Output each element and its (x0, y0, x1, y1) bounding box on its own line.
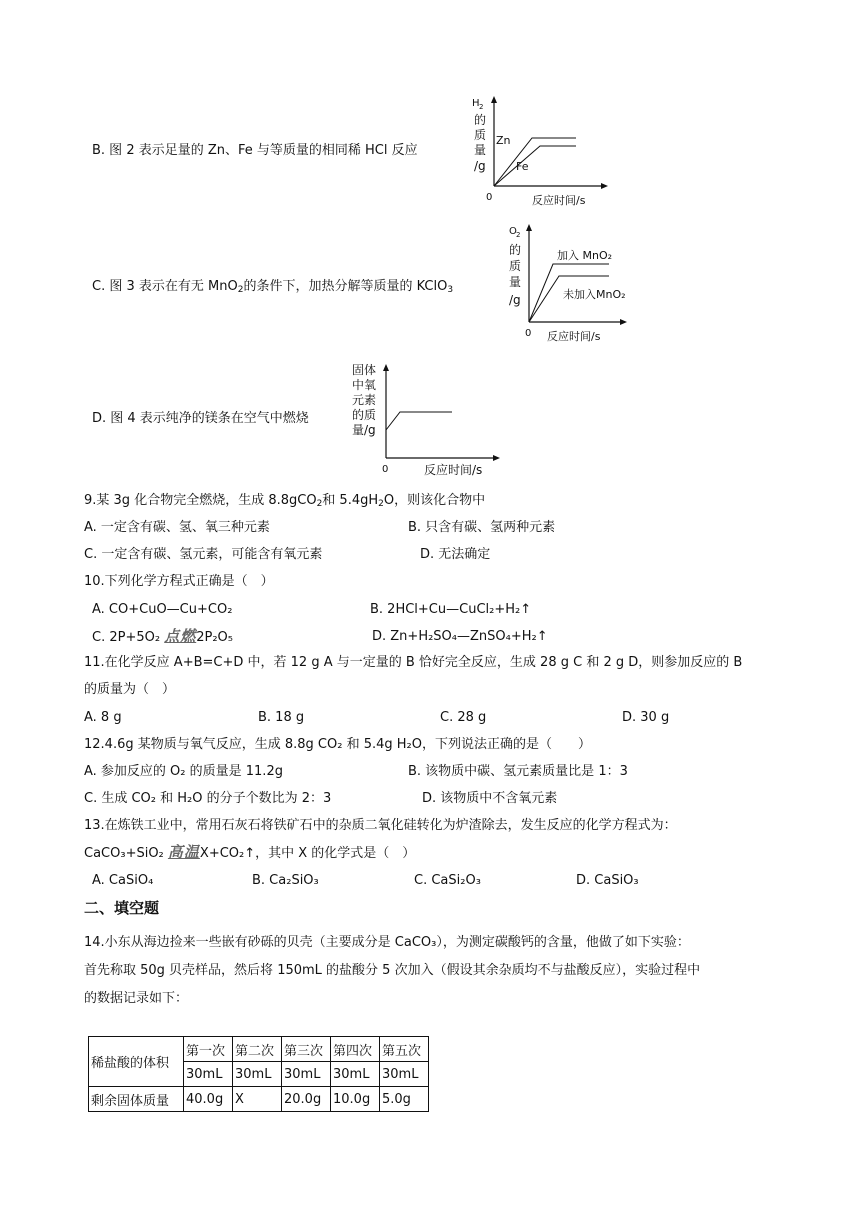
table-cell: 第四次 (331, 1037, 380, 1062)
graph3-xlabel: 反应时间/s (547, 330, 601, 343)
table-cell: 30mL (380, 1062, 429, 1087)
q14-line2: 首先称取 50g 贝壳样品，然后将 150mL 的盐酸分 5 次加入（假设其余杂质均不与盐酸反应），实验过程中 (84, 963, 701, 978)
q11-option-c: C. 28 g (440, 710, 487, 725)
graph2-ylabel: 的质量/g (474, 113, 487, 173)
q10-option-d: D. Zn+H₂SO₄—ZnSO₄+H₂↑ (372, 629, 548, 644)
q9-option-d: D. 无法确定 (420, 547, 491, 562)
table-cell: 30mL (233, 1062, 282, 1087)
table-cell: X (233, 1087, 282, 1112)
graph4-xlabel: 反应时间/s (424, 463, 483, 477)
q13-stem-line2: CaCO₃+SiO₂ 高温X+CO₂↑，其中 X 的化学式是（ ） (84, 843, 416, 861)
graph3-ylabel: 的质量/g (509, 243, 522, 307)
table-cell: 5.0g (380, 1087, 429, 1112)
q11-option-b: B. 18 g (258, 710, 305, 725)
figure-2-graph (470, 94, 610, 214)
table-cell: 30mL (282, 1062, 331, 1087)
q13-option-a: A. CaSiO₄ (92, 873, 154, 888)
q9-option-c: C. 一定含有碳、氢元素，可能含有氧元素 (84, 547, 323, 562)
condition-high-temp: 高温 (167, 843, 200, 861)
table-row (89, 1037, 429, 1062)
graph2-ylabel-sub: 2 (479, 103, 484, 111)
table-row-header: 稀盐酸的体积 (89, 1037, 184, 1087)
graph2-fe-label: Fe (516, 160, 529, 173)
table-row-header: 剩余固体质量 (89, 1087, 184, 1112)
q11-stem-line2: 的质量为（ ） (84, 682, 176, 697)
figure-3-graph (505, 222, 645, 350)
graph2-origin: 0 (486, 192, 493, 203)
table-cell: 20.0g (282, 1087, 331, 1112)
q14-line3: 的数据记录如下： (84, 991, 189, 1006)
table-cell: 30mL (331, 1062, 380, 1087)
q12-option-c: C. 生成 CO₂ 和 H₂O 的分子个数比为 2：3 (84, 791, 332, 806)
table-cell: 30mL (184, 1062, 233, 1087)
q9-option-b: B. 只含有碳、氢两种元素 (408, 520, 556, 535)
q11-stem-line1: 11.在化学反应 A+B=C+D 中，若 12 g A 与一定量的 B 恰好完全反应，生成 28 g C 和 2 g D，则参加反应的 B (84, 655, 743, 670)
graph2-zn-label: Zn (496, 134, 511, 147)
table-cell: 第五次 (380, 1037, 429, 1062)
q12-option-a: A. 参加反应的 O₂ 的质量是 11.2g (84, 764, 283, 779)
q13-option-c: C. CaSi₂O₃ (414, 873, 481, 888)
q11-option-d: D. 30 g (622, 710, 670, 725)
figure-4-graph (348, 362, 508, 482)
q12-option-b: B. 该物质中碳、氢元素质量比是 1：3 (408, 764, 628, 779)
section-heading: 二、填空题 (84, 899, 160, 917)
graph3-line2-label: 未加入MnO₂ (563, 288, 626, 301)
q14-line1: 14.小东从海边捡来一些嵌有砂砾的贝壳（主要成分是 CaCO₃），为测定碳酸钙的含量，他做了如下实验： (84, 935, 690, 950)
table-cell: 第三次 (282, 1037, 331, 1062)
table-cell: 第一次 (184, 1037, 233, 1062)
q10-option-b: B. 2HCl+Cu—CuCl₂+H₂↑ (370, 602, 532, 617)
graph2-ylabel-h: H (472, 98, 480, 109)
table-cell: 10.0g (331, 1087, 380, 1112)
graph4-origin: 0 (382, 464, 389, 475)
graph3-origin: 0 (525, 328, 532, 339)
q13-option-d: D. CaSiO₃ (576, 873, 639, 888)
graph3-line1-label: 加入 MnO₂ (557, 249, 613, 262)
q13-option-b: B. Ca₂SiO₃ (252, 873, 319, 888)
condition-ignite: 点燃 (164, 627, 197, 645)
q12-option-d: D. 该物质中不含氧元素 (422, 791, 558, 806)
q8-option-d: D. 图 4 表示纯净的镁条在空气中燃烧 (92, 411, 309, 426)
q11-option-a: A. 8 g (84, 710, 122, 725)
data-table (88, 1036, 429, 1112)
graph4-ylabel: 固体中氧元素的质量/g (352, 363, 377, 437)
q10-stem: 10.下列化学方程式正确是（ ） (84, 574, 274, 589)
q8-option-b: B. 图 2 表示足量的 Zn、Fe 与等质量的相同稀 HCl 反应 (92, 143, 418, 158)
q10-option-c: C. 2P+5O₂ 点燃2P₂O₅ (92, 627, 233, 645)
table-cell: 40.0g (184, 1087, 233, 1112)
q13-stem-line1: 13.在炼铁工业中，常用石灰石将铁矿石中的杂质二氧化硅转化为炉渣除去，发生反应的化学方程式为： (84, 818, 677, 833)
q12-stem: 12.4.6g 某物质与氧气反应，生成 8.8g CO₂ 和 5.4g H₂O，下列说法正确的是（ ） (84, 737, 591, 752)
graph3-ylabel-o: O (509, 226, 517, 237)
q9-option-a: A. 一定含有碳、氢、氧三种元素 (84, 520, 270, 535)
q8-option-c: C. 图 3 表示在有无 MnO$_2$的条件下，加热分解等质量的 KClO$_3$ (92, 279, 454, 295)
q9-stem: 9.某 3g 化合物完全燃烧，生成 8.8gCO$_2$和 $5.4gH_2O$，则该化合物中 (84, 493, 486, 509)
table-cell: 第二次 (233, 1037, 282, 1062)
q10-option-a: A. CO+CuO—Cu+CO₂ (92, 602, 233, 617)
table-row (89, 1087, 429, 1112)
graph2-xlabel: 反应时间/s (532, 194, 586, 207)
graph3-ylabel-sub: 2 (516, 231, 521, 239)
